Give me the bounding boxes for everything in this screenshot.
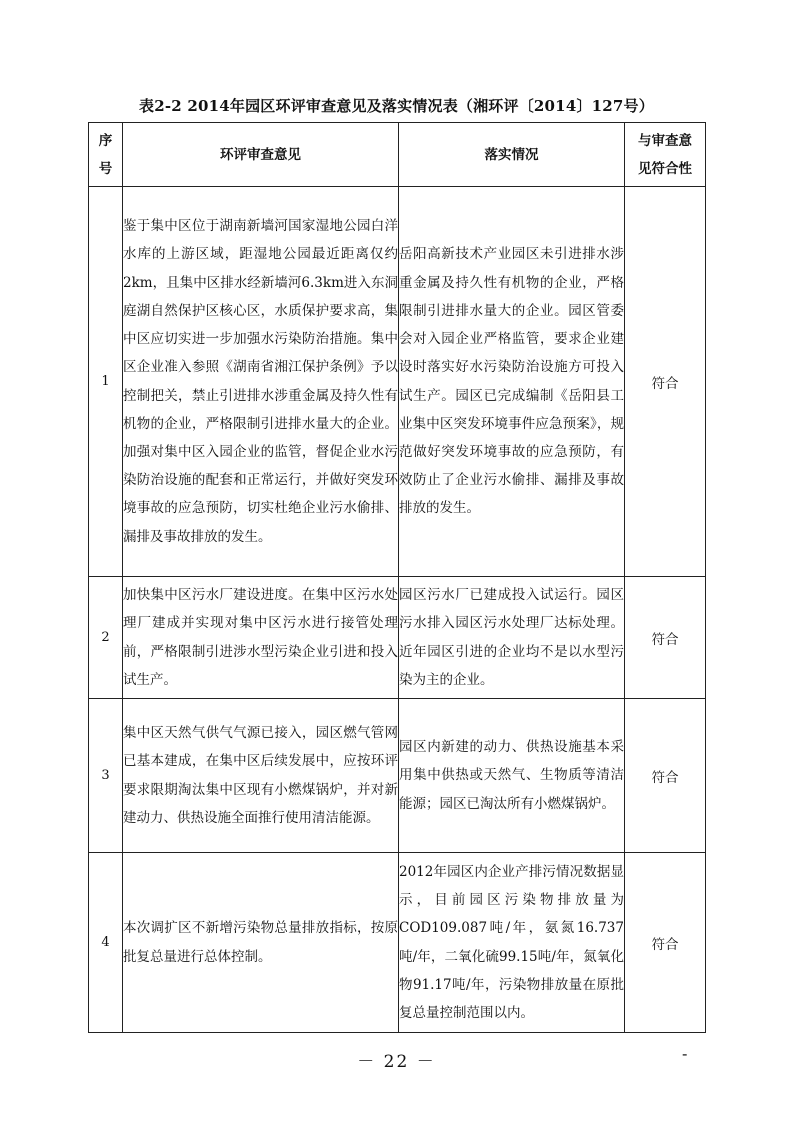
- row-num: 4: [89, 853, 123, 1033]
- row-implementation: 园区污水厂已建成投入试运行。园区污水排入园区污水处理厂达标处理。近年园区引进的企业均不是以水型污染为主的企业。: [399, 577, 625, 699]
- header-row: [89, 123, 706, 187]
- row-implementation: 2012年园区内企业产排污情况数据显示，目前园区污染物排放量为COD109.087吨/年，氨氮16.737吨/年，二氧化硫99.15吨/年，氮氧化物91.17吨/年，污染物排放量在原批复总量控制范围以内。: [399, 853, 625, 1033]
- table-row: [89, 187, 706, 577]
- header-num: 序号: [89, 123, 123, 187]
- row-compliance: 符合: [625, 853, 706, 1033]
- row-compliance: 符合: [625, 577, 706, 699]
- row-opinion: 鉴于集中区位于湖南新墙河国家湿地公园白洋水库的上游区域，距湿地公园最近距离仅约2km，且集中区排水经新墙河6.3km进入东洞庭湖自然保护区核心区，水质保护要求高，集中区应切实进一步加强水污染防治措施。集中区企业准入参照《湖南省湘江保护条例》予以控制把关，禁止引进排水涉重金属及持久性有机物的企业，严格限制引进排水量大的企业。加强对集中区入园企业的监管，督促企业水污染防治设施的配套和正常运行，并做好突发环境事故的应急预防，切实杜绝企业污水偷排、漏排及事故排放的发生。: [123, 187, 399, 577]
- row-opinion: 集中区天然气供气气源已接入，园区燃气管网已基本建成，在集中区后续发展中，应按环评要求限期淘汰集中区现有小燃煤锅炉，并对新建动力、供热设施全面推行使用清洁能源。: [123, 699, 399, 853]
- row-num: 1: [89, 187, 123, 577]
- review-table: [88, 122, 706, 1033]
- row-implementation: 岳阳高新技术产业园区未引进排水涉重金属及持久性有机物的企业，严格限制引进排水量大的企业。园区管委会对入园企业严格监管，要求企业建设时落实好水污染防治设施方可投入试生产。园区已完成编制《岳阳县工业集中区突发环境事件应急预案》，规范做好突发环境事故的应急预防，有效防止了企业污水偷排、漏排及事故排放的发生。: [399, 187, 625, 577]
- row-num: 2: [89, 577, 123, 699]
- row-compliance: 符合: [625, 699, 706, 853]
- row-opinion: 本次调扩区不新增污染物总量排放指标，按原批复总量进行总体控制。: [123, 853, 399, 1033]
- row-opinion: 加快集中区污水厂建设进度。在集中区污水处理厂建成并实现对集中区污水进行接管处理前，严格限制引进涉水型污染企业引进和投入试生产。: [123, 577, 399, 699]
- row-compliance: 符合: [625, 187, 706, 577]
- table-row: [89, 577, 706, 699]
- table-row: [89, 699, 706, 853]
- row-implementation: 园区内新建的动力、供热设施基本采用集中供热或天然气、生物质等清洁能源；园区已淘汰所有小燃煤锅炉。: [399, 699, 625, 853]
- corner-mark: -: [682, 1044, 688, 1063]
- table-title: 表2-2 2014年园区环评审查意见及落实情况表（湘环评〔2014〕127号）: [139, 97, 654, 115]
- page-number: － 22 －: [357, 1052, 436, 1072]
- table-row: [89, 853, 706, 1033]
- row-num: 3: [89, 699, 123, 853]
- header-compliance: 与审查意见符合性: [625, 123, 706, 187]
- header-implementation: 落实情况: [399, 123, 625, 187]
- header-opinion: 环评审查意见: [123, 123, 399, 187]
